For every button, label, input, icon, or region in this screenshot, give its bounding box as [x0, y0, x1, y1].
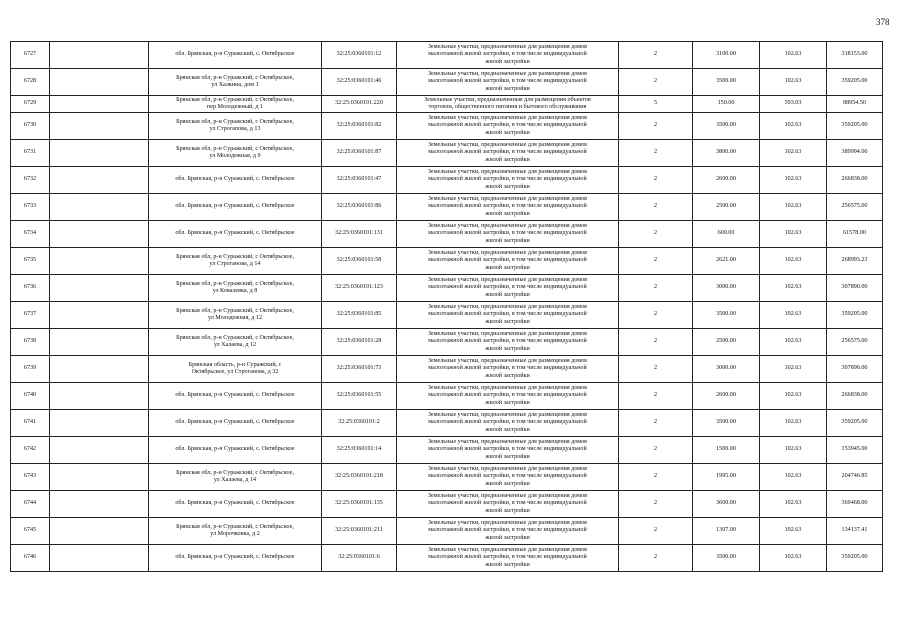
cadastral-number: 32:25:0360101:82 [322, 113, 397, 140]
address-cell [149, 42, 322, 69]
address-cell-line: обл. Брянская, р-н Суражский, с. Октябрьское [175, 419, 295, 426]
group-number: 2 [619, 167, 693, 194]
address-cell [149, 518, 322, 545]
cadastral-cost: 359205.00 [827, 410, 883, 437]
row-number: 6735 [11, 248, 50, 275]
land-use-description [397, 383, 619, 410]
empty-cell [50, 221, 149, 248]
row-number: 6741 [11, 410, 50, 437]
specific-cadastral-value: 102.63 [760, 167, 827, 194]
empty-cell [50, 302, 149, 329]
land-use-description-line: жилой застройки [485, 399, 530, 406]
area-value: 2600.00 [693, 167, 760, 194]
land-use-description-line: жилой застройки [485, 507, 530, 514]
cadastral-number: 32:25:0360101:218 [322, 464, 397, 491]
group-number: 2 [619, 69, 693, 96]
area-value: 150.00 [693, 96, 760, 113]
table-row [11, 302, 883, 329]
address-cell [149, 464, 322, 491]
land-use-description-line: малоэтажной жилой застройки, в том числе индивидуальной [428, 149, 587, 156]
table-row [11, 491, 883, 518]
row-number: 6744 [11, 491, 50, 518]
cadastral-cost: 61578.00 [827, 221, 883, 248]
group-number: 2 [619, 437, 693, 464]
address-cell-line: Брянская обл, р-н Суражский, с Октябрьское, [176, 96, 294, 103]
specific-cadastral-value: 102.63 [760, 410, 827, 437]
land-use-description-line: Земельные участки, предназначенные для размещения домов [427, 520, 588, 527]
specific-cadastral-value: 102.63 [760, 437, 827, 464]
empty-cell [50, 491, 149, 518]
land-use-description-line: Земельные участки, предназначенные для размещения домов [427, 169, 588, 176]
cadastral-number: 32:25:0360101:55 [322, 383, 397, 410]
group-number: 2 [619, 221, 693, 248]
land-use-description-line: жилой застройки [485, 534, 530, 541]
row-number: 6738 [11, 329, 50, 356]
land-use-description-line: малоэтажной жилой застройки, в том числе индивидуальной [428, 446, 587, 453]
table-row [11, 410, 883, 437]
row-number: 6742 [11, 437, 50, 464]
area-value: 3000.00 [693, 275, 760, 302]
cadastral-cost: 307890.00 [827, 356, 883, 383]
group-number: 2 [619, 42, 693, 69]
area-value: 2600.00 [693, 383, 760, 410]
land-use-description-line: жилой застройки [485, 85, 530, 92]
table-row [11, 545, 883, 572]
empty-cell [50, 69, 149, 96]
specific-cadastral-value: 102.63 [760, 383, 827, 410]
land-use-description-line: жилой застройки [485, 264, 530, 271]
land-use-description-line: жилой застройки [485, 291, 530, 298]
empty-cell [50, 464, 149, 491]
address-cell-line: Брянская обл, р-н Суражский, с Октябрьское, [176, 145, 294, 152]
land-use-description-line: малоэтажной жилой застройки, в том числе индивидуальной [428, 419, 587, 426]
empty-cell [50, 248, 149, 275]
address-cell [149, 96, 322, 113]
cadastral-cost: 153945.00 [827, 437, 883, 464]
cadastral-cost: 204746.85 [827, 464, 883, 491]
cadastral-number: 32:25:0360101:47 [322, 167, 397, 194]
cadastral-number: 32:25:0360101:58 [322, 248, 397, 275]
cadastral-number: 32:25:0360101:14 [322, 437, 397, 464]
land-use-description-line: Земельные участки, предназначенные для размещения домов [427, 142, 588, 149]
land-use-description-line: Земельные участки, предназначенные для размещения домов [427, 547, 588, 554]
address-cell [149, 329, 322, 356]
area-value: 1500.00 [693, 437, 760, 464]
land-use-description-line: малоэтажной жилой застройки, в том числе индивидуальной [428, 230, 587, 237]
table-row [11, 113, 883, 140]
land-use-description [397, 69, 619, 96]
land-use-description-line: малоэтажной жилой застройки, в том числе индивидуальной [428, 527, 587, 534]
land-use-description [397, 356, 619, 383]
cadastral-cost: 389994.00 [827, 140, 883, 167]
group-number: 2 [619, 194, 693, 221]
address-cell-line: обл. Брянская, р-н Суражский, с. Октябрьское [175, 446, 295, 453]
cadastral-number: 32:25:0360101:131 [322, 221, 397, 248]
address-cell [149, 167, 322, 194]
address-cell [149, 437, 322, 464]
table-row [11, 140, 883, 167]
land-use-description-line: Земельные участки, предназначенные для размещения домов [427, 71, 588, 78]
group-number: 2 [619, 140, 693, 167]
address-cell-line: Октябрьское, ул Строганова, д 32 [191, 369, 279, 375]
group-number: 2 [619, 356, 693, 383]
table-row [11, 194, 883, 221]
group-number: 2 [619, 545, 693, 572]
land-use-description-line: жилой застройки [485, 156, 530, 163]
address-cell [149, 410, 322, 437]
row-number: 6732 [11, 167, 50, 194]
land-use-description [397, 96, 619, 113]
land-use-description [397, 518, 619, 545]
cadastral-number: 32:25:0360101:6 [322, 545, 397, 572]
specific-cadastral-value: 102.63 [760, 302, 827, 329]
address-cell [149, 383, 322, 410]
cadastral-value-table [10, 41, 883, 572]
land-use-description-line: торговли, общественного питания и бытового обслуживания [428, 104, 587, 110]
area-value: 3100.00 [693, 42, 760, 69]
page-number: 378 [876, 17, 890, 27]
specific-cadastral-value: 102.63 [760, 329, 827, 356]
land-use-description-line: Земельные участки, предназначенные для размещения домов [427, 250, 588, 257]
empty-cell [50, 194, 149, 221]
land-use-description-line: жилой застройки [485, 480, 530, 487]
address-cell-line: обл. Брянская, р-н Суражский, с. Октябрьское [175, 51, 295, 58]
cadastral-cost: 318153.00 [827, 42, 883, 69]
group-number: 2 [619, 275, 693, 302]
land-use-description-line: жилой застройки [485, 426, 530, 433]
address-cell [149, 491, 322, 518]
land-use-description [397, 464, 619, 491]
land-use-description-line: Земельные участки, предназначенные для размещения домов [427, 304, 588, 311]
cadastral-cost: 266838.00 [827, 167, 883, 194]
address-cell-line: Брянская обл, р-н Суражский, с Октябрьское, [176, 334, 294, 341]
specific-cadastral-value: 102.63 [760, 140, 827, 167]
land-use-description-line: жилой застройки [485, 237, 530, 244]
area-value: 3800.00 [693, 140, 760, 167]
address-cell-line: обл. Брянская, р-н Суражский, с. Октябрьское [175, 203, 295, 210]
table-row [11, 356, 883, 383]
address-cell-line: ул Халаева, д 14 [213, 477, 257, 483]
area-value: 3500.00 [693, 410, 760, 437]
address-cell-line: Брянская область, р-н Суражский, с [188, 361, 282, 368]
group-number: 5 [619, 96, 693, 113]
table-row [11, 464, 883, 491]
land-use-description [397, 491, 619, 518]
empty-cell [50, 275, 149, 302]
area-value: 600.00 [693, 221, 760, 248]
land-use-description-line: жилой застройки [485, 453, 530, 460]
group-number: 2 [619, 248, 693, 275]
land-use-description-line: Земельные участки, предназначенные для размещения домов [427, 385, 588, 392]
table-row [11, 383, 883, 410]
land-use-description [397, 221, 619, 248]
cadastral-number: 32:25:0360101:73 [322, 356, 397, 383]
row-number: 6729 [11, 96, 50, 113]
address-cell [149, 113, 322, 140]
specific-cadastral-value: 102.63 [760, 42, 827, 69]
area-value: 3500.00 [693, 69, 760, 96]
table-row [11, 69, 883, 96]
land-use-description-line: Земельные участки, предназначенные для размещения домов [427, 223, 588, 230]
cadastral-number: 32:25:0360101:86 [322, 194, 397, 221]
cadastral-cost: 359205.00 [827, 545, 883, 572]
land-use-description-line: Земельные участки, предназначенные для размещения домов [427, 44, 588, 51]
land-use-description-line: Земельные участки, предназначенные для размещения домов [427, 196, 588, 203]
cadastral-number: 32:25:0360101:85 [322, 302, 397, 329]
address-cell [149, 275, 322, 302]
table-row [11, 518, 883, 545]
land-use-description-line: Земельные участки, предназначенные для размещения домов [427, 466, 588, 473]
land-use-description [397, 140, 619, 167]
address-cell-line: обл. Брянская, р-н Суражский, с. Октябрьское [175, 392, 295, 399]
land-use-description-line: малоэтажной жилой застройки, в том числе индивидуальной [428, 500, 587, 507]
address-cell-line: Брянская обл, р-н Суражский, с Октябрьское, [176, 469, 294, 476]
row-number: 6728 [11, 69, 50, 96]
address-cell-line: Брянская обл, р-н Суражский, с Октябрьское, [176, 118, 294, 125]
address-cell [149, 248, 322, 275]
cadastral-cost: 307890.00 [827, 275, 883, 302]
area-value: 2500.00 [693, 329, 760, 356]
address-cell-line: ул Халкина, дом 1 [211, 82, 259, 88]
cadastral-number: 32:25:0360101:123 [322, 275, 397, 302]
address-cell [149, 545, 322, 572]
specific-cadastral-value: 102.63 [760, 69, 827, 96]
land-use-description [397, 194, 619, 221]
land-use-description-line: малоэтажной жилой застройки, в том числе индивидуальной [428, 338, 587, 345]
empty-cell [50, 545, 149, 572]
row-number: 6736 [11, 275, 50, 302]
land-use-description-line: Земельные участки, предназначенные для размещения объектов [424, 96, 591, 103]
specific-cadastral-value: 102.63 [760, 221, 827, 248]
group-number: 2 [619, 113, 693, 140]
cadastral-cost: 359205.00 [827, 113, 883, 140]
specific-cadastral-value: 102.63 [760, 545, 827, 572]
land-use-description [397, 410, 619, 437]
address-cell-line: Брянская обл, р-н Суражский, с Октябрьское, [176, 523, 294, 530]
land-use-description [397, 113, 619, 140]
cadastral-number: 32:25:0360101:87 [322, 140, 397, 167]
group-number: 2 [619, 383, 693, 410]
empty-cell [50, 518, 149, 545]
land-use-description [397, 329, 619, 356]
specific-cadastral-value: 102.63 [760, 518, 827, 545]
table-row [11, 329, 883, 356]
address-cell-line: Брянская обл, р-н Суражский, с Октябрьское, [176, 74, 294, 81]
address-cell-line: обл. Брянская, р-н Суражский, с. Октябрьское [175, 176, 295, 183]
table-row [11, 167, 883, 194]
land-use-description [397, 437, 619, 464]
row-number: 6746 [11, 545, 50, 572]
area-value: 3500.00 [693, 302, 760, 329]
land-use-description [397, 275, 619, 302]
row-number: 6727 [11, 42, 50, 69]
row-number: 6743 [11, 464, 50, 491]
cadastral-number: 32:25:0360101:2 [322, 410, 397, 437]
specific-cadastral-value: 102.63 [760, 248, 827, 275]
group-number: 2 [619, 410, 693, 437]
table-row [11, 248, 883, 275]
land-use-description-line: Земельные участки, предназначенные для размещения домов [427, 439, 588, 446]
empty-cell [50, 356, 149, 383]
address-cell-line: Брянская обл, р-н Суражский, с Октябрьское, [176, 253, 294, 260]
land-use-description-line: жилой застройки [485, 210, 530, 217]
land-use-description-line: малоэтажной жилой застройки, в том числе индивидуальной [428, 51, 587, 58]
empty-cell [50, 410, 149, 437]
land-use-description-line: Земельные участки, предназначенные для размещения домов [427, 277, 588, 284]
row-number: 6737 [11, 302, 50, 329]
area-value: 3000.00 [693, 356, 760, 383]
land-use-description-line: Земельные участки, предназначенные для размещения домов [427, 331, 588, 338]
address-cell-line: обл. Брянская, р-н Суражский, с. Октябрьское [175, 230, 295, 237]
address-cell [149, 356, 322, 383]
address-cell [149, 221, 322, 248]
empty-cell [50, 113, 149, 140]
table-row [11, 221, 883, 248]
land-use-description-line: жилой застройки [485, 318, 530, 325]
address-cell-line: ул Морочковка, д 2 [210, 531, 260, 537]
cadastral-number: 32:25:0360101:220 [322, 96, 397, 113]
cadastral-cost: 266838.00 [827, 383, 883, 410]
cadastral-cost: 268993.23 [827, 248, 883, 275]
specific-cadastral-value: 102.63 [760, 275, 827, 302]
address-cell-line: Брянская обл, р-н Суражский, с Октябрьское, [176, 280, 294, 287]
land-use-description-line: малоэтажной жилой застройки, в том числе индивидуальной [428, 176, 587, 183]
row-number: 6745 [11, 518, 50, 545]
address-cell-line: ул Молодежная, д 9 [209, 153, 261, 159]
row-number: 6739 [11, 356, 50, 383]
address-cell [149, 69, 322, 96]
land-use-description-line: жилой застройки [485, 58, 530, 65]
address-cell [149, 302, 322, 329]
cadastral-cost: 134137.41 [827, 518, 883, 545]
empty-cell [50, 42, 149, 69]
table-row [11, 42, 883, 69]
area-value: 1307.00 [693, 518, 760, 545]
land-use-description-line: жилой застройки [485, 561, 530, 568]
empty-cell [50, 437, 149, 464]
cadastral-number: 32:25:0360101:135 [322, 491, 397, 518]
cadastral-cost: 369468.00 [827, 491, 883, 518]
land-use-description-line: жилой застройки [485, 183, 530, 190]
address-cell [149, 194, 322, 221]
address-cell-line: обл. Брянская, р-н Суражский, с. Октябрьское [175, 500, 295, 507]
specific-cadastral-value: 102.63 [760, 113, 827, 140]
land-use-description-line: малоэтажной жилой застройки, в том числе индивидуальной [428, 365, 587, 372]
empty-cell [50, 140, 149, 167]
row-number: 6730 [11, 113, 50, 140]
empty-cell [50, 167, 149, 194]
area-value: 2621.00 [693, 248, 760, 275]
address-cell-line: ул Молодежная, д 12 [207, 315, 263, 321]
cadastral-cost: 359205.00 [827, 69, 883, 96]
land-use-description-line: Земельные участки, предназначенные для размещения домов [427, 493, 588, 500]
land-use-description [397, 545, 619, 572]
row-number: 6733 [11, 194, 50, 221]
empty-cell [50, 329, 149, 356]
specific-cadastral-value: 102.63 [760, 356, 827, 383]
area-value: 1995.00 [693, 464, 760, 491]
address-cell [149, 140, 322, 167]
group-number: 2 [619, 302, 693, 329]
land-use-description-line: жилой застройки [485, 129, 530, 136]
group-number: 2 [619, 491, 693, 518]
empty-cell [50, 96, 149, 113]
specific-cadastral-value: 102.63 [760, 194, 827, 221]
cadastral-number: 32:25:0360101:12 [322, 42, 397, 69]
land-use-description-line: малоэтажной жилой застройки, в том числе индивидуальной [428, 473, 587, 480]
area-value: 2500.00 [693, 194, 760, 221]
cadastral-number: 32:25:0360101:28 [322, 329, 397, 356]
specific-cadastral-value: 102.63 [760, 491, 827, 518]
land-use-description-line: Земельные участки, предназначенные для размещения домов [427, 412, 588, 419]
address-cell-line: ул Халаева, д 12 [213, 342, 257, 348]
land-use-description-line: жилой застройки [485, 372, 530, 379]
row-number: 6731 [11, 140, 50, 167]
land-use-description [397, 302, 619, 329]
land-use-description-line: Земельные участки, предназначенные для размещения домов [427, 358, 588, 365]
cadastral-cost: 88954.50 [827, 96, 883, 113]
address-cell-line: обл. Брянская, р-н Суражский, с. Октябрьское [175, 554, 295, 561]
land-use-description-line: малоэтажной жилой застройки, в том числе индивидуальной [428, 122, 587, 129]
land-use-description-line: малоэтажной жилой застройки, в том числе индивидуальной [428, 78, 587, 85]
land-use-description-line: малоэтажной жилой застройки, в том числе индивидуальной [428, 203, 587, 210]
row-number: 6740 [11, 383, 50, 410]
cadastral-cost: 256575.00 [827, 194, 883, 221]
land-use-description-line: жилой застройки [485, 345, 530, 352]
group-number: 2 [619, 518, 693, 545]
address-cell-line: Брянская обл, р-н Суражский, с Октябрьское, [176, 307, 294, 314]
cadastral-number: 32:25:0360101:211 [322, 518, 397, 545]
address-cell-line: ул Ковалевка, д 8 [212, 288, 258, 294]
group-number: 2 [619, 464, 693, 491]
land-use-description-line: малоэтажной жилой застройки, в том числе индивидуальной [428, 554, 587, 561]
specific-cadastral-value: 593.03 [760, 96, 827, 113]
land-use-description-line: малоэтажной жилой застройки, в том числе индивидуальной [428, 311, 587, 318]
group-number: 2 [619, 329, 693, 356]
table-row [11, 437, 883, 464]
land-use-description [397, 42, 619, 69]
specific-cadastral-value: 102.63 [760, 464, 827, 491]
land-use-description-line: Земельные участки, предназначенные для размещения домов [427, 115, 588, 122]
row-number: 6734 [11, 221, 50, 248]
area-value: 3500.00 [693, 113, 760, 140]
address-cell-line: ул Строганова, д 14 [209, 261, 261, 267]
area-value: 3600.00 [693, 491, 760, 518]
empty-cell [50, 383, 149, 410]
land-use-description [397, 167, 619, 194]
land-use-description [397, 248, 619, 275]
cadastral-cost: 359205.00 [827, 302, 883, 329]
cadastral-cost: 256575.00 [827, 329, 883, 356]
address-cell-line: пер Молодежный, д 1 [206, 104, 264, 110]
area-value: 3500.00 [693, 545, 760, 572]
land-use-description-line: малоэтажной жилой застройки, в том числе индивидуальной [428, 392, 587, 399]
cadastral-number: 32:25:0360101:46 [322, 69, 397, 96]
land-use-description-line: малоэтажной жилой застройки, в том числе индивидуальной [428, 257, 587, 264]
table-row [11, 275, 883, 302]
address-cell-line: ул Строгапова, д 13 [209, 126, 261, 132]
table-row [11, 96, 883, 113]
land-use-description-line: малоэтажной жилой застройки, в том числе индивидуальной [428, 284, 587, 291]
